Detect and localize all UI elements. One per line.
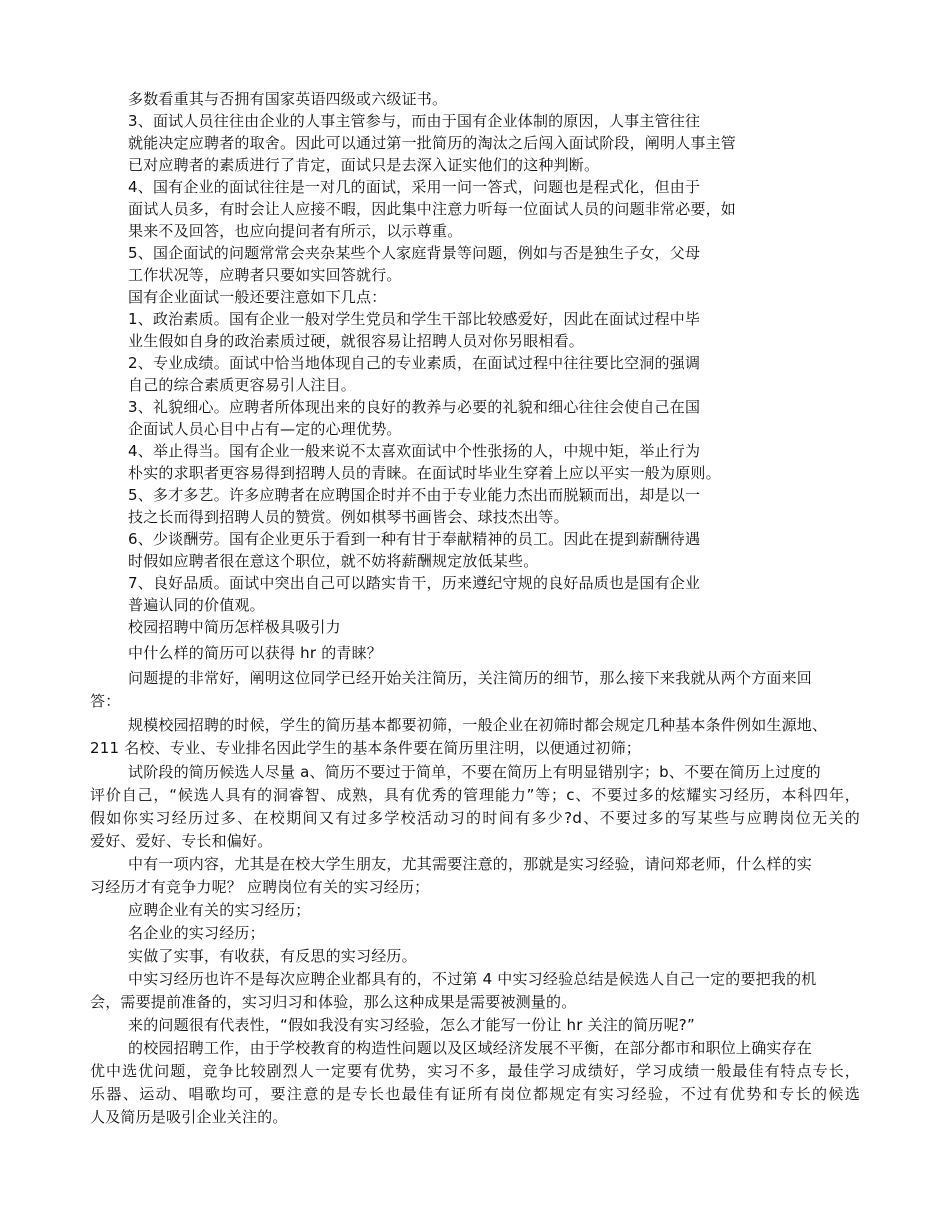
text-line: 面试人员多，有时会让人应接不暇，因此集中注意力听每一位面试人员的问题非常必要，如 (128, 200, 737, 218)
paragraph-first-line: 试阶段的简历候选人尽量 a、简历不要过于简单，不要在简历上有明显错别字；b、不要在简历上过度的 (128, 763, 821, 781)
text-line: 5、国企面试的问题常常会夹杂某些个人家庭背景等问题，例如与否是独生子女，父母 (128, 244, 701, 262)
paragraph-first-line: 中有一项内容，尤其是在校大学生朋友，尤其需要注意的，那就是实习经验，请问郑老师，什么样的实 (128, 855, 813, 873)
text-line: 工作状况等，应聘者只要如实回答就行。 (128, 266, 402, 284)
paragraph-line: 爱好、爱好、专长和偏好。 (90, 832, 273, 850)
paragraph-line: 假如你实习经历过多、在校期间又有过多学校活动习的时间有多少?d、不要过多的写某些与应聘岗位无关的 (90, 809, 860, 827)
text-line: 时假如应聘者很在意这个职位，就不妨将薪酬规定放低某些。 (128, 552, 539, 570)
text-line: 7、良好品质。面试中突出自己可以踏实肯干，历来遵纪守规的良好品质也是国有企业 (128, 574, 701, 592)
paragraph-line: 会，需要提前准备的，实习归习和体验，那么这种成果是需要被测量的。 (90, 993, 577, 1011)
text-line: 自己的综合素质更容易引人注目。 (128, 376, 357, 394)
paragraph-first-line: 规模校园招聘的时候，学生的简历基本都要初筛，一般企业在初筛时都会规定几种基本条件例如生源地、 (128, 716, 828, 734)
text-line: 名企业的实习经历； (128, 924, 265, 942)
text-line: 应聘企业有关的实习经历； (128, 901, 311, 919)
paragraph-first-line: 来的问题很有代表性，“假如我没有实习经验，怎么才能写一份让 hr 关注的简历呢?” (128, 1016, 695, 1034)
text-line: 就能决定应聘者的取舍。因此可以通过第一批简历的淘汰之后闯入面试阶段，阐明人事主管 (128, 134, 737, 152)
paragraph-line: 答： (90, 692, 121, 710)
paragraph-line: 人及简历是吸引企业关注的。 (90, 1108, 288, 1126)
text-line: 企面试人员心目中占有—定的心理优势。 (128, 420, 402, 438)
paragraph-line: 211 名校、专业、专业排名因此学生的基本条件要在简历里注明，以便通过初筛； (90, 739, 642, 757)
paragraph-line: 优中选优问题，竞争比较剧烈人一定要有优势，实习不多，最佳学习成绩好，学习成绩一般最佳有特点专长， (90, 1062, 860, 1080)
section-heading: 国有企业面试一般还要注意如下几点： (128, 288, 387, 306)
text-line: 3、礼貌细心。应聘者所体现出来的良好的教养与必要的礼貌和细心往往会使自己在国 (128, 398, 701, 416)
text-line: 已对应聘者的素质进行了肯定，面试只是去深入证实他们的这种判断。 (128, 156, 600, 174)
paragraph-first-line: 中实习经历也许不是每次应聘企业都具有的，不过第 4 中实习经验总结是候选人自己一定的要把我的机 (128, 970, 817, 988)
text-line: 普遍认同的价值观。 (128, 596, 265, 614)
text-line: 多数看重其与否拥有国家英语四级或六级证书。 (128, 90, 448, 108)
paragraph-first-line: 的校园招聘工作，由于学校教育的构造性问题以及区域经济发展不平衡，在部分都市和职位上确实存在 (128, 1039, 813, 1057)
text-line: 果来不及回答，也应向提问者有所示，以示尊重。 (128, 222, 463, 240)
text-line: 中什么样的简历可以获得 hr 的青睐？ (128, 644, 383, 662)
section-heading: 校园招聘中简历怎样极具吸引力 (128, 618, 341, 636)
paragraph-line: 乐器、运动、唱歌均可，要注意的是专长也最佳有证所有岗位都规定有实习经验，不过有优势和专长的候选 (90, 1085, 860, 1103)
paragraph-line: 评价自己，“候选人具有的洞睿智、成熟，具有优秀的管理能力”等；c、不要过多的炫耀实习经历，本科四年， (90, 786, 860, 804)
paragraph-line: 习经历才有竞争力呢？ 应聘岗位有关的实习经历； (90, 878, 430, 896)
text-line: 1、政治素质。国有企业一般对学生党员和学生干部比较感爱好，因此在面试过程中毕 (128, 310, 701, 328)
text-line: 3、面试人员往往由企业的人事主管参与，而由于国有企业体制的原因，人事主管往往 (128, 112, 701, 130)
text-line: 朴实的求职者更容易得到招聘人员的青睐。在面试时毕业生穿着上应以平实一般为原则。 (128, 464, 721, 482)
text-line: 技之长而得到招聘人员的赞赏。例如棋琴书画皆会、球技杰出等。 (128, 508, 569, 526)
paragraph-first-line: 问题提的非常好，阐明这位同学已经开始关注简历，关注简历的细节，那么接下来我就从两个方面来回 (128, 669, 813, 687)
text-line: 4、举止得当。国有企业一般来说不太喜欢面试中个性张扬的人，中规中矩，举止行为 (128, 442, 701, 460)
text-line: 4、国有企业的面试往往是一对几的面试，采用一问一答式，问题也是程式化，但由于 (128, 178, 701, 196)
text-line: 实做了实事，有收获，有反思的实习经历。 (128, 947, 417, 965)
text-line: 5、多才多艺。许多应聘者在应聘国企时并不由于专业能力杰出而脱颖而出，却是以一 (128, 486, 701, 504)
text-line: 2、专业成绩。面试中恰当地体现自己的专业素质，在面试过程中往往要比空洞的强调 (128, 354, 701, 372)
text-line: 6、少谈酬劳。国有企业更乐于看到一种有甘于奉献精神的员工。因此在提到薪酬待遇 (128, 530, 701, 548)
text-line: 业生假如自身的政治素质过硬，就很容易让招聘人员对你另眼相看。 (128, 332, 585, 350)
